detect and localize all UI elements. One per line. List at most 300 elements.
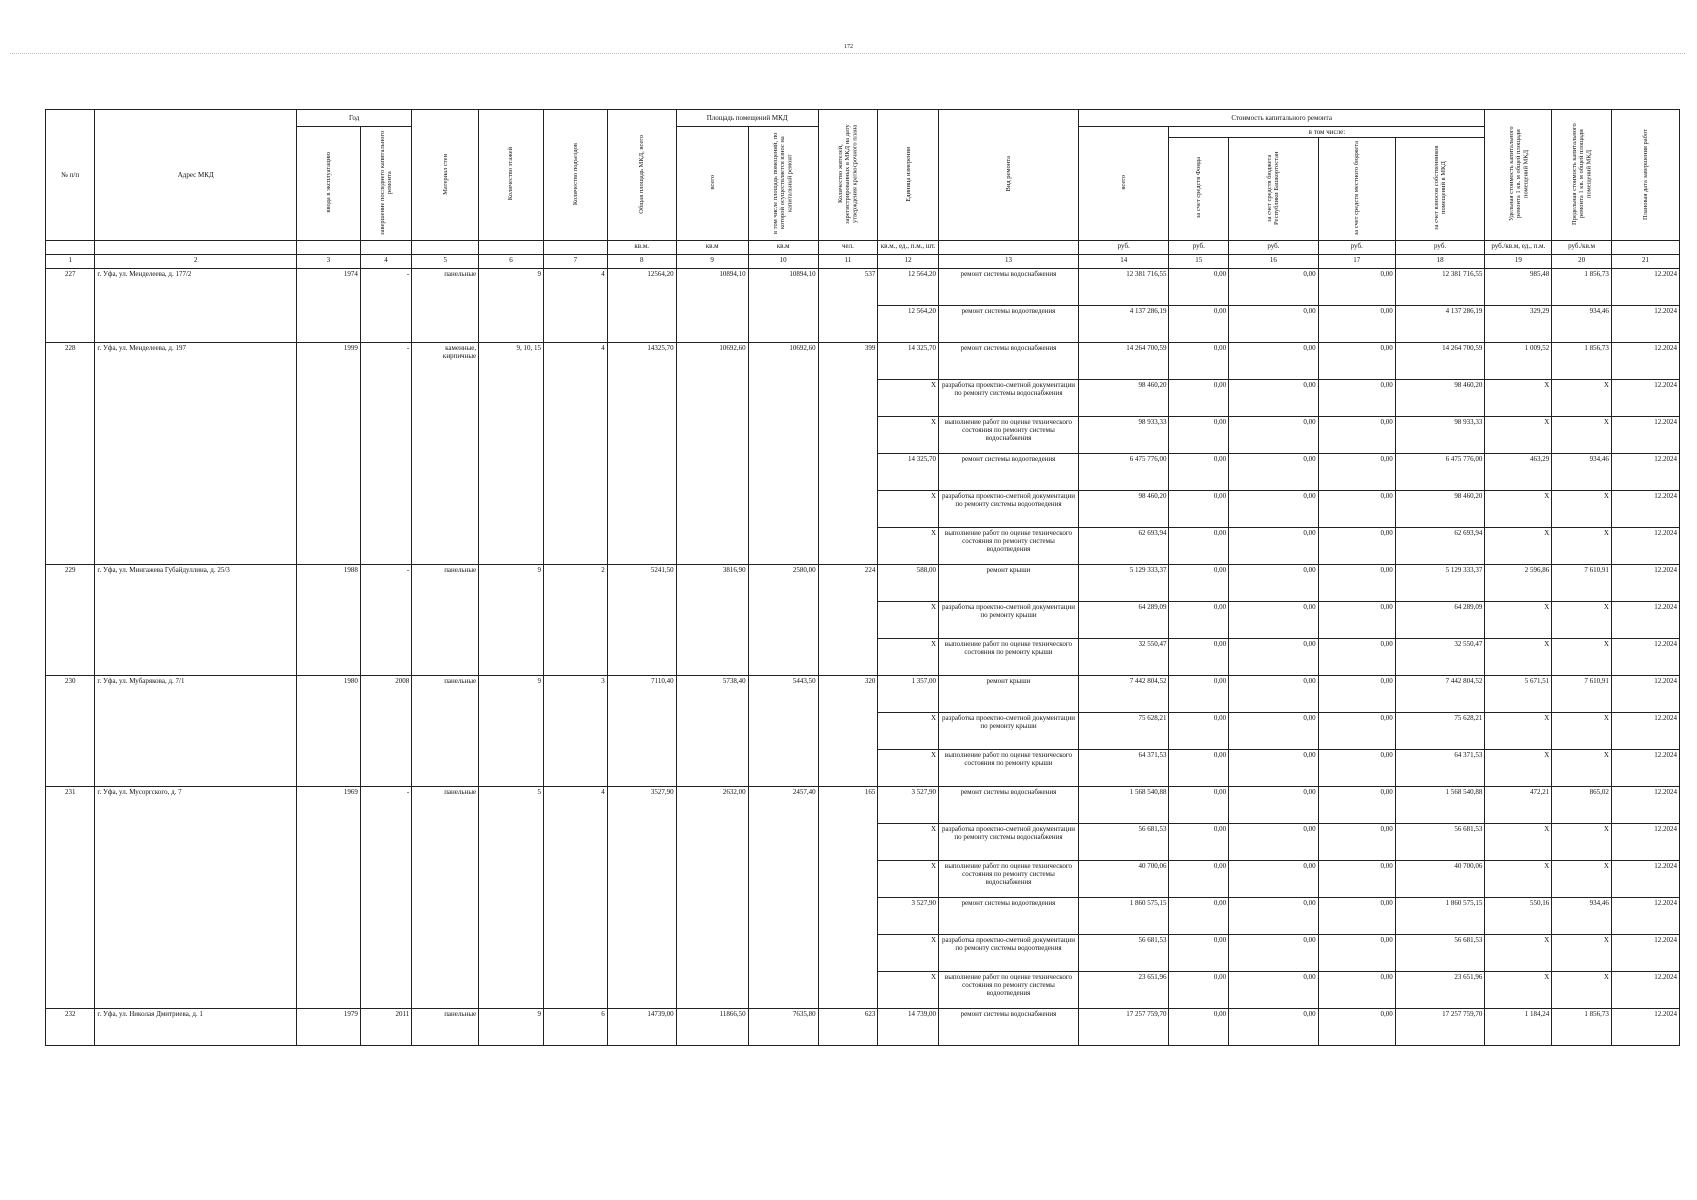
cost-local-cell: 0,00 <box>1318 898 1395 935</box>
column-number-cell: 4 <box>360 255 411 269</box>
table-row <box>46 269 1680 306</box>
header-work-type: Вид ремонта <box>939 110 1079 241</box>
area-including-cell: 5443,50 <box>748 676 818 787</box>
cost-local-cell: 0,00 <box>1318 491 1395 528</box>
plan-date-cell: 12.2024 <box>1611 343 1679 380</box>
cost-owners-cell: 17 257 759,70 <box>1395 1009 1485 1046</box>
max-cost-cell: 7 610,91 <box>1552 565 1612 602</box>
wall-material-cell: панельные <box>412 565 479 676</box>
year-last-repair-cell: - <box>360 343 411 565</box>
cost-owners-cell: 56 681,53 <box>1395 824 1485 861</box>
unit-cell <box>939 241 1079 255</box>
cost-fund-cell: 0,00 <box>1169 935 1229 972</box>
unit-cell <box>479 241 544 255</box>
cost-owners-cell: 14 264 700,59 <box>1395 343 1485 380</box>
max-cost-cell: 934,46 <box>1552 454 1612 491</box>
total-area-cell: 5241,50 <box>607 565 676 676</box>
work-unit-cell: 1 357,00 <box>878 676 939 713</box>
work-unit-cell: 588,00 <box>878 565 939 602</box>
cost-total-cell: 64 371,53 <box>1078 750 1169 787</box>
total-area-cell: 12564,20 <box>607 269 676 343</box>
cost-fund-cell: 0,00 <box>1169 343 1229 380</box>
year-last-repair-cell: 2011 <box>360 1009 411 1046</box>
area-including-cell: 2457,40 <box>748 787 818 1009</box>
max-cost-cell: X <box>1552 491 1612 528</box>
table-row <box>46 676 1680 713</box>
house-num-cell: 229 <box>46 565 95 676</box>
unit-cost-cell: X <box>1485 417 1552 454</box>
plan-date-cell: 12.2024 <box>1611 935 1679 972</box>
cost-fund-cell: 0,00 <box>1169 269 1229 306</box>
year-commission-cell: 1969 <box>297 787 361 1009</box>
plan-date-cell: 12.2024 <box>1611 639 1679 676</box>
unit-cost-cell: 329,29 <box>1485 306 1552 343</box>
cost-owners-cell: 23 651,96 <box>1395 972 1485 1009</box>
column-number-cell: 16 <box>1229 255 1319 269</box>
house-num-cell: 228 <box>46 343 95 565</box>
plan-date-cell: 12.2024 <box>1611 1009 1679 1046</box>
cost-republic-cell: 0,00 <box>1229 898 1319 935</box>
column-number-cell: 5 <box>412 255 479 269</box>
column-number-cell: 6 <box>479 255 544 269</box>
unit-cost-cell: X <box>1485 528 1552 565</box>
work-unit-cell: X <box>878 528 939 565</box>
column-number-cell: 20 <box>1552 255 1612 269</box>
cost-fund-cell: 0,00 <box>1169 565 1229 602</box>
cost-republic-cell: 0,00 <box>1229 824 1319 861</box>
cost-total-cell: 4 137 286,19 <box>1078 306 1169 343</box>
header-plan-date: Плановая дата завершения работ <box>1611 110 1679 241</box>
cost-total-cell: 98 460,20 <box>1078 491 1169 528</box>
floors-cell: 9 <box>479 269 544 343</box>
unit-cell: чел. <box>818 241 878 255</box>
floors-cell: 9 <box>479 565 544 676</box>
unit-cost-cell: X <box>1485 639 1552 676</box>
header-year-last-repair: завершение последнего капитального ремонта <box>360 127 411 241</box>
cost-fund-cell: 0,00 <box>1169 380 1229 417</box>
work-type-cell: ремонт системы водоотведения <box>939 306 1079 343</box>
wall-material-cell: панельные <box>412 1009 479 1046</box>
cost-owners-cell: 64 289,09 <box>1395 602 1485 639</box>
work-type-cell: выполнение работ по оценке технического состояния по ремонту системы водоснабжения <box>939 861 1079 898</box>
plan-date-cell: 12.2024 <box>1611 676 1679 713</box>
residents-cell: 537 <box>818 269 878 343</box>
work-type-cell: ремонт системы водоснабжения <box>939 787 1079 824</box>
cost-republic-cell: 0,00 <box>1229 417 1319 454</box>
year-commission-cell: 1979 <box>297 1009 361 1046</box>
max-cost-cell: X <box>1552 750 1612 787</box>
cost-total-cell: 6 475 776,00 <box>1078 454 1169 491</box>
work-unit-cell: 14 325,70 <box>878 343 939 380</box>
plan-date-cell: 12.2024 <box>1611 972 1679 1009</box>
year-last-repair-cell: 2008 <box>360 676 411 787</box>
unit-cell: кв.м., ед., п.м., шт. <box>878 241 939 255</box>
floors-cell: 9, 10, 15 <box>479 343 544 565</box>
cost-owners-cell: 4 137 286,19 <box>1395 306 1485 343</box>
area-including-cell: 10692,60 <box>748 343 818 565</box>
cost-republic-cell: 0,00 <box>1229 676 1319 713</box>
header-max-cost: Предельная стоимость капитального ремонта 1 кв. м общей площади помещений МКД <box>1552 110 1612 241</box>
header-divider <box>10 53 1685 54</box>
house-num-cell: 231 <box>46 787 95 1009</box>
work-type-cell: ремонт системы водоотведения <box>939 898 1079 935</box>
cost-fund-cell: 0,00 <box>1169 1009 1229 1046</box>
cost-local-cell: 0,00 <box>1318 750 1395 787</box>
house-address-cell: г. Уфа, ул. Николая Дмитриева, д. 1 <box>95 1009 297 1046</box>
cost-republic-cell: 0,00 <box>1229 380 1319 417</box>
unit-cell <box>297 241 361 255</box>
cost-fund-cell: 0,00 <box>1169 528 1229 565</box>
cost-republic-cell: 0,00 <box>1229 343 1319 380</box>
cost-total-cell: 56 681,53 <box>1078 824 1169 861</box>
work-unit-cell: X <box>878 713 939 750</box>
plan-date-cell: 12.2024 <box>1611 898 1679 935</box>
column-number-cell: 11 <box>818 255 878 269</box>
work-type-cell: ремонт крыши <box>939 565 1079 602</box>
unit-cost-cell: 1 009,52 <box>1485 343 1552 380</box>
cost-local-cell: 0,00 <box>1318 343 1395 380</box>
wall-material-cell: панельные <box>412 787 479 1009</box>
cost-fund-cell: 0,00 <box>1169 306 1229 343</box>
unit-cost-cell: X <box>1485 935 1552 972</box>
cost-republic-cell: 0,00 <box>1229 306 1319 343</box>
header-cost-fund: за счет средств Фонда <box>1169 138 1229 241</box>
page-number: 172 <box>844 44 853 50</box>
cost-fund-cell: 0,00 <box>1169 750 1229 787</box>
header-area-group: Площадь помещений МКД <box>676 110 818 127</box>
work-unit-cell: 14 325,70 <box>878 454 939 491</box>
residents-cell: 320 <box>818 676 878 787</box>
table-row <box>46 787 1680 824</box>
unit-cell: кв.м <box>748 241 818 255</box>
column-number-cell: 12 <box>878 255 939 269</box>
column-number-cell: 1 <box>46 255 95 269</box>
header-including: в том числе: <box>1169 127 1485 138</box>
unit-cost-cell: 2 596,86 <box>1485 565 1552 602</box>
unit-cost-cell: X <box>1485 861 1552 898</box>
header-year: Год <box>297 110 412 127</box>
unit-cell: руб./кв.м, ед., п.м. <box>1485 241 1552 255</box>
plan-date-cell: 12.2024 <box>1611 454 1679 491</box>
cost-total-cell: 56 681,53 <box>1078 935 1169 972</box>
house-address-cell: г. Уфа, ул. Мубарякова, д. 7/1 <box>95 676 297 787</box>
cost-republic-cell: 0,00 <box>1229 750 1319 787</box>
column-number-cell: 19 <box>1485 255 1552 269</box>
entrances-cell: 4 <box>543 269 607 343</box>
cost-owners-cell: 6 475 776,00 <box>1395 454 1485 491</box>
column-number-cell: 14 <box>1078 255 1169 269</box>
cost-owners-cell: 64 371,53 <box>1395 750 1485 787</box>
work-unit-cell: X <box>878 602 939 639</box>
max-cost-cell: X <box>1552 380 1612 417</box>
cost-owners-cell: 62 693,94 <box>1395 528 1485 565</box>
entrances-cell: 2 <box>543 565 607 676</box>
year-commission-cell: 1999 <box>297 343 361 565</box>
year-commission-cell: 1980 <box>297 676 361 787</box>
cost-fund-cell: 0,00 <box>1169 824 1229 861</box>
area-cell: 10692,60 <box>676 343 748 565</box>
column-number-cell: 3 <box>297 255 361 269</box>
max-cost-cell: 934,46 <box>1552 898 1612 935</box>
plan-date-cell: 12.2024 <box>1611 861 1679 898</box>
work-unit-cell: X <box>878 491 939 528</box>
column-number-cell: 17 <box>1318 255 1395 269</box>
plan-date-cell: 12.2024 <box>1611 602 1679 639</box>
plan-date-cell: 12.2024 <box>1611 306 1679 343</box>
cost-owners-cell: 12 381 716,55 <box>1395 269 1485 306</box>
cost-total-cell: 40 700,06 <box>1078 861 1169 898</box>
cost-total-cell: 98 460,20 <box>1078 380 1169 417</box>
work-type-cell: ремонт системы водоснабжения <box>939 1009 1079 1046</box>
area-cell: 11866,50 <box>676 1009 748 1046</box>
column-number-cell: 8 <box>607 255 676 269</box>
work-unit-cell: 12 564,20 <box>878 306 939 343</box>
unit-cell: руб./кв.м <box>1552 241 1612 255</box>
unit-cell <box>46 241 95 255</box>
max-cost-cell: 1 856,73 <box>1552 343 1612 380</box>
total-area-cell: 7110,40 <box>607 676 676 787</box>
area-including-cell: 10894,10 <box>748 269 818 343</box>
max-cost-cell: X <box>1552 713 1612 750</box>
cost-republic-cell: 0,00 <box>1229 269 1319 306</box>
cost-owners-cell: 98 933,33 <box>1395 417 1485 454</box>
cost-local-cell: 0,00 <box>1318 972 1395 1009</box>
work-type-cell: выполнение работ по оценке технического состояния по ремонту крыши <box>939 639 1079 676</box>
cost-republic-cell: 0,00 <box>1229 861 1319 898</box>
plan-date-cell: 12.2024 <box>1611 565 1679 602</box>
cost-republic-cell: 0,00 <box>1229 528 1319 565</box>
total-area-cell: 14739,00 <box>607 1009 676 1046</box>
work-type-cell: разработка проектно-сметной документации по ремонту крыши <box>939 602 1079 639</box>
residents-cell: 165 <box>818 787 878 1009</box>
column-number-cell: 10 <box>748 255 818 269</box>
cost-local-cell: 0,00 <box>1318 824 1395 861</box>
units-row <box>46 241 1680 255</box>
cost-local-cell: 0,00 <box>1318 454 1395 491</box>
unit-cell: руб. <box>1169 241 1229 255</box>
cost-owners-cell: 32 550,47 <box>1395 639 1485 676</box>
column-number-cell: 13 <box>939 255 1079 269</box>
work-unit-cell: 3 527,90 <box>878 898 939 935</box>
work-unit-cell: X <box>878 824 939 861</box>
header-area-including: в том числе площадь помещений, по которой осуществляется взнос на капитальный ремонт <box>748 127 818 241</box>
cost-local-cell: 0,00 <box>1318 269 1395 306</box>
unit-cost-cell: 5 671,51 <box>1485 676 1552 713</box>
unit-cost-cell: X <box>1485 602 1552 639</box>
column-number-cell: 15 <box>1169 255 1229 269</box>
plan-date-cell: 12.2024 <box>1611 528 1679 565</box>
residents-cell: 623 <box>818 1009 878 1046</box>
unit-cost-cell: 472,21 <box>1485 787 1552 824</box>
header-total-area: Общая площадь МКД, всего <box>607 110 676 241</box>
header-area-total: всего <box>676 127 748 241</box>
house-address-cell: г. Уфа, ул. Менделеева, д. 177/2 <box>95 269 297 343</box>
area-cell: 3816,90 <box>676 565 748 676</box>
work-type-cell: разработка проектно-сметной документации по ремонту системы водоснабжения <box>939 824 1079 861</box>
work-type-cell: выполнение работ по оценке технического состояния по ремонту системы водоотведения <box>939 528 1079 565</box>
cost-fund-cell: 0,00 <box>1169 898 1229 935</box>
cost-local-cell: 0,00 <box>1318 528 1395 565</box>
work-type-cell: ремонт системы водоснабжения <box>939 343 1079 380</box>
cost-fund-cell: 0,00 <box>1169 454 1229 491</box>
cost-owners-cell: 98 460,20 <box>1395 380 1485 417</box>
plan-date-cell: 12.2024 <box>1611 491 1679 528</box>
cost-total-cell: 75 628,21 <box>1078 713 1169 750</box>
house-num-cell: 230 <box>46 676 95 787</box>
cost-local-cell: 0,00 <box>1318 306 1395 343</box>
header-unit: Единица измерения <box>878 110 939 241</box>
plan-date-cell: 12.2024 <box>1611 750 1679 787</box>
cost-republic-cell: 0,00 <box>1229 454 1319 491</box>
header-material: Материал стен <box>412 110 479 241</box>
unit-cost-cell: X <box>1485 380 1552 417</box>
unit-cell: кв.м <box>676 241 748 255</box>
house-num-cell: 232 <box>46 1009 95 1046</box>
cost-total-cell: 17 257 759,70 <box>1078 1009 1169 1046</box>
cost-owners-cell: 7 442 804,52 <box>1395 676 1485 713</box>
entrances-cell: 4 <box>543 343 607 565</box>
cost-owners-cell: 75 628,21 <box>1395 713 1485 750</box>
column-number-cell: 21 <box>1611 255 1679 269</box>
cost-local-cell: 0,00 <box>1318 713 1395 750</box>
header-floors: Количество этажей <box>479 110 544 241</box>
work-unit-cell: X <box>878 861 939 898</box>
cost-total-cell: 62 693,94 <box>1078 528 1169 565</box>
cost-republic-cell: 0,00 <box>1229 935 1319 972</box>
cost-local-cell: 0,00 <box>1318 380 1395 417</box>
unit-cost-cell: 463,29 <box>1485 454 1552 491</box>
header-entrances: Количество подъездов <box>543 110 607 241</box>
unit-cell <box>543 241 607 255</box>
max-cost-cell: X <box>1552 639 1612 676</box>
work-unit-cell: X <box>878 750 939 787</box>
cost-fund-cell: 0,00 <box>1169 676 1229 713</box>
area-including-cell: 2580,00 <box>748 565 818 676</box>
unit-cost-cell: 1 184,24 <box>1485 1009 1552 1046</box>
header-cost-total: всего <box>1078 127 1169 241</box>
max-cost-cell: X <box>1552 861 1612 898</box>
cost-local-cell: 0,00 <box>1318 1009 1395 1046</box>
header-num: № п/п <box>46 110 95 241</box>
max-cost-cell: X <box>1552 528 1612 565</box>
cost-owners-cell: 56 681,53 <box>1395 935 1485 972</box>
work-type-cell: ремонт крыши <box>939 676 1079 713</box>
unit-cell <box>1611 241 1679 255</box>
floors-cell: 9 <box>479 676 544 787</box>
cost-total-cell: 23 651,96 <box>1078 972 1169 1009</box>
cost-total-cell: 1 568 540,88 <box>1078 787 1169 824</box>
unit-cell <box>95 241 297 255</box>
unit-cost-cell: X <box>1485 750 1552 787</box>
unit-cell <box>360 241 411 255</box>
header-cost-local: за счет средств местного бюджета <box>1318 138 1395 241</box>
unit-cost-cell: X <box>1485 491 1552 528</box>
header-residents: Количество жителей, зарегистрированных в МКД на дату утверждения краткосрочного плана <box>818 110 878 241</box>
cost-local-cell: 0,00 <box>1318 861 1395 898</box>
cost-fund-cell: 0,00 <box>1169 861 1229 898</box>
year-commission-cell: 1988 <box>297 565 361 676</box>
max-cost-cell: X <box>1552 935 1612 972</box>
max-cost-cell: X <box>1552 417 1612 454</box>
unit-cost-cell: X <box>1485 972 1552 1009</box>
cost-fund-cell: 0,00 <box>1169 491 1229 528</box>
cost-local-cell: 0,00 <box>1318 935 1395 972</box>
area-cell: 10894,10 <box>676 269 748 343</box>
table-row <box>46 1009 1680 1046</box>
work-unit-cell: 12 564,20 <box>878 269 939 306</box>
column-numbers-row <box>46 255 1680 269</box>
floors-cell: 5 <box>479 787 544 1009</box>
column-number-cell: 7 <box>543 255 607 269</box>
cost-owners-cell: 5 129 333,37 <box>1395 565 1485 602</box>
cost-local-cell: 0,00 <box>1318 639 1395 676</box>
unit-cell: руб. <box>1318 241 1395 255</box>
table-row <box>46 565 1680 602</box>
max-cost-cell: 7 610,91 <box>1552 676 1612 713</box>
wall-material-cell: панельные <box>412 269 479 343</box>
work-unit-cell: X <box>878 935 939 972</box>
wall-material-cell: каменные, кирпичные <box>412 343 479 565</box>
table-row <box>46 343 1680 380</box>
max-cost-cell: X <box>1552 602 1612 639</box>
unit-cell: руб. <box>1078 241 1169 255</box>
header-cost-republic: за счет средств бюджета Республики Башкортостан <box>1229 138 1319 241</box>
year-commission-cell: 1974 <box>297 269 361 343</box>
plan-date-cell: 12.2024 <box>1611 269 1679 306</box>
header-cost-owners: за счет взносов собственников помещений в МКД <box>1395 138 1485 241</box>
work-unit-cell: X <box>878 380 939 417</box>
cost-total-cell: 64 289,09 <box>1078 602 1169 639</box>
area-including-cell: 7635,80 <box>748 1009 818 1046</box>
unit-cell: руб. <box>1229 241 1319 255</box>
header-address: Адрес МКД <box>95 110 297 241</box>
plan-date-cell: 12.2024 <box>1611 417 1679 454</box>
cost-total-cell: 12 381 716,55 <box>1078 269 1169 306</box>
max-cost-cell: 1 856,73 <box>1552 1009 1612 1046</box>
work-type-cell: ремонт системы водоснабжения <box>939 269 1079 306</box>
cost-owners-cell: 1 860 575,15 <box>1395 898 1485 935</box>
header-cost-group: Стоимость капитального ремонта <box>1078 110 1484 127</box>
plan-date-cell: 12.2024 <box>1611 713 1679 750</box>
work-unit-cell: X <box>878 972 939 1009</box>
cost-local-cell: 0,00 <box>1318 676 1395 713</box>
work-unit-cell: 3 527,90 <box>878 787 939 824</box>
cost-local-cell: 0,00 <box>1318 602 1395 639</box>
residents-cell: 224 <box>818 565 878 676</box>
cost-local-cell: 0,00 <box>1318 787 1395 824</box>
cost-republic-cell: 0,00 <box>1229 639 1319 676</box>
house-address-cell: г. Уфа, ул. Мингажева Губайдуллина, д. 25/3 <box>95 565 297 676</box>
work-unit-cell: X <box>878 417 939 454</box>
floors-cell: 9 <box>479 1009 544 1046</box>
cost-republic-cell: 0,00 <box>1229 1009 1319 1046</box>
unit-cost-cell: X <box>1485 824 1552 861</box>
unit-cell: кв.м. <box>607 241 676 255</box>
cost-owners-cell: 40 700,06 <box>1395 861 1485 898</box>
cost-fund-cell: 0,00 <box>1169 417 1229 454</box>
entrances-cell: 4 <box>543 787 607 1009</box>
area-cell: 5738,40 <box>676 676 748 787</box>
max-cost-cell: 865,02 <box>1552 787 1612 824</box>
plan-date-cell: 12.2024 <box>1611 380 1679 417</box>
cost-republic-cell: 0,00 <box>1229 787 1319 824</box>
cost-total-cell: 14 264 700,59 <box>1078 343 1169 380</box>
total-area-cell: 3527,90 <box>607 787 676 1009</box>
column-number-cell: 18 <box>1395 255 1485 269</box>
house-address-cell: г. Уфа, ул. Менделеева, д. 197 <box>95 343 297 565</box>
area-cell: 2632,00 <box>676 787 748 1009</box>
cost-fund-cell: 0,00 <box>1169 639 1229 676</box>
